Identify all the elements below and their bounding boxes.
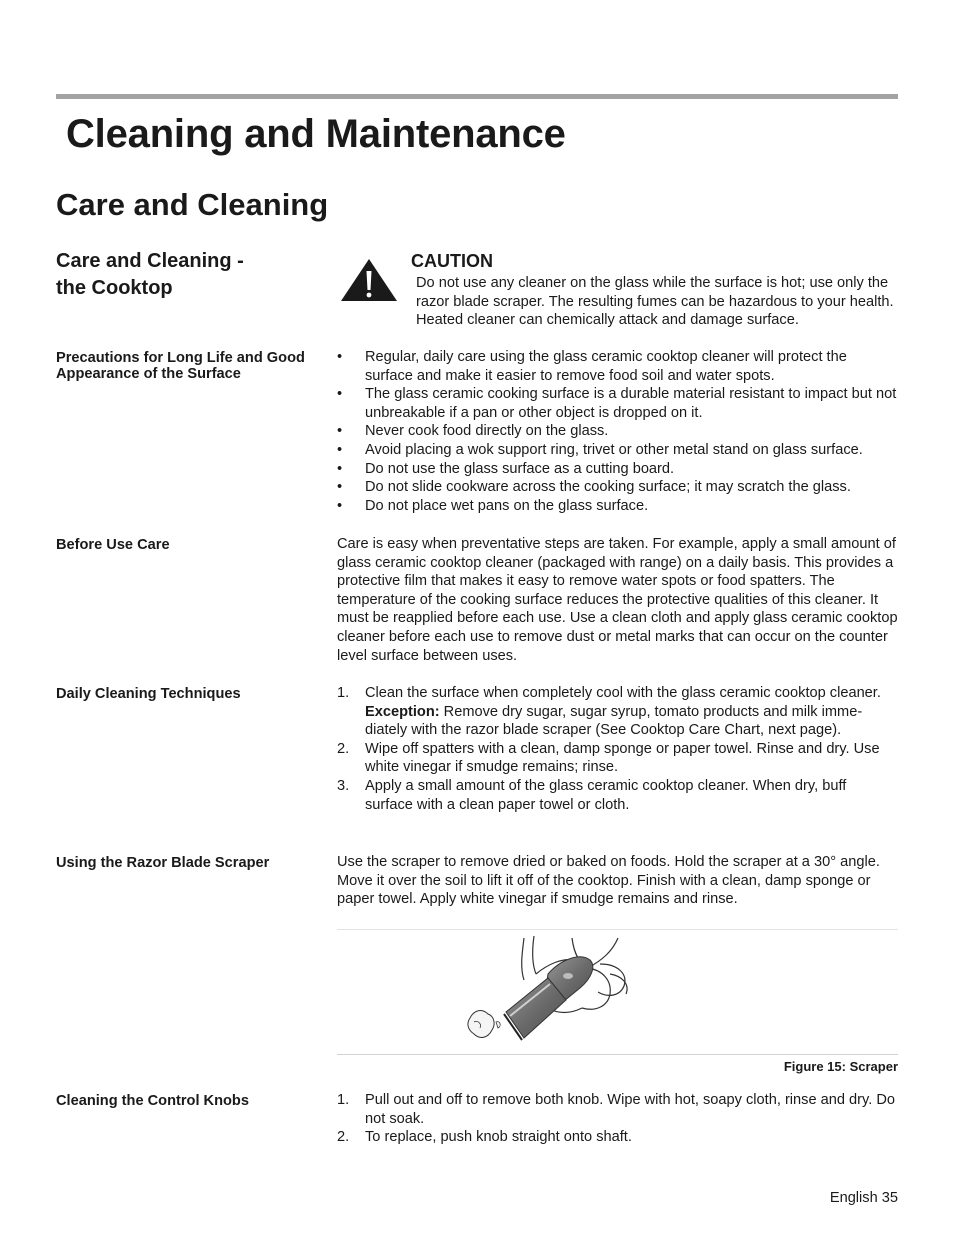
figure-caption: Figure 15: Scraper [783,1059,898,1074]
precautions-list [337,348,898,515]
list-item: • Never cook food directly on the glass. [337,423,609,440]
exception-label: Exception: [365,703,440,720]
list-item-text: Wipe off spatters with a clean, damp sponge or paper towel. Rinse and dry. Use white vinegar if smudge remains; rinse. [365,740,880,776]
page-footer: English 35 [829,1190,898,1206]
section-title: Care and Cleaning [56,187,329,222]
list-item: • Do not place wet pans on the glass surface. [337,497,649,514]
subsection-title [56,248,244,302]
list-item: 2. Wipe off spatters with a clean, damp sponge or paper towel. Rinse and dry. Use white vinegar if smudge remains; rinse. [337,740,880,776]
list-item-text: To replace, push knob straight onto shaft. [365,1129,632,1146]
caution-title: CAUTION [411,251,493,271]
warning-triangle-icon [340,258,398,302]
list-item: • Do not use the glass surface as a cutting board. [337,460,675,477]
list-item-text: Do not slide cookware across the cooking surface; it may scratch the glass. [365,479,851,496]
list-item-text: Avoid placing a wok support ring, trivet or other metal stand on glass surface. [365,441,863,458]
list-item: • The glass ceramic cooking surface is a durable material resistant to impact but not unbreakable if a pan or other object is dropped on it. [337,386,897,421]
figure-frame [337,929,898,1055]
list-item-text: Never cook food directly on the glass. [365,423,609,440]
list-item: • Avoid placing a wok support ring, trivet or other metal stand on glass surface. [337,441,863,458]
list-item-text: Pull out and off to remove both knob. Wipe with hot, soapy cloth, rinse and dry. Do not soak. [365,1092,895,1127]
before-use-label: Before Use Care [56,537,170,553]
chapter-title: Cleaning and Maintenance [66,112,566,156]
exception-text: Remove dry sugar, sugar syrup, tomato products and milk imme-diately with the razor blade scraper (See Cooktop Care Chart, next page). [365,703,863,739]
list-item: 1. Clean the surface when completely cool with the glass ceramic cooktop cleaner. Exception: Remove dry sugar, sugar syrup, tomato products and milk imme-diately with the razor blade scraper (See Cooktop Care Chart, next page). [337,685,881,739]
list-item: • Regular, daily care using the glass ceramic cooktop cleaner will protect the surface and make it easier to remove food soil and water spots. [337,349,847,384]
control-knobs-list [337,1091,898,1147]
razor-scraper-label: Using the Razor Blade Scraper [56,855,270,871]
razor-scraper-text: Use the scraper to remove dried or baked on foods. Hold the scraper at a 30° angle. Move it over the soil to lift it off of the cooktop. Finish with a clean, damp sponge or paper towel. Apply white vinegar if smudge remains and rinse. [337,854,880,908]
precautions-label: Precautions for Long Life and Good Appearance of the Surface [56,350,305,382]
caution-text: Do not use any cleaner on the glass while the surface is hot; use only the razor blade scraper. The resulting fumes can be hazardous to your health. Heated cleaner can chemically attack and damage surface. [416,275,894,329]
daily-cleaning-list [337,684,898,814]
list-item-text: Do not place wet pans on the glass surface. [365,497,649,514]
list-item-text: Regular, daily care using the glass ceramic cooktop cleaner will protect the surface and make it easier to remove food soil and water spots. [365,349,847,384]
list-item: 2. To replace, push knob straight onto shaft. [337,1129,632,1146]
list-item: 1. Pull out and off to remove both knob. Wipe with hot, soapy cloth, rinse and dry. Do not soak. [337,1092,895,1127]
list-item: 3. Apply a small amount of the glass ceramic cooktop cleaner. When dry, buff surface with a clean paper towel or cloth. [337,777,847,813]
daily-cleaning-label: Daily Cleaning Techniques [56,686,241,702]
subsection-title-line2: the Cooktop [56,277,173,299]
subsection-title-line1: Care and Cleaning - [56,250,244,272]
list-item-text: Clean the surface when completely cool with the glass ceramic cooktop cleaner. [365,685,881,701]
list-item-text: Apply a small amount of the glass ceramic cooktop cleaner. When dry, buff surface with a clean paper towel or cloth. [365,777,847,813]
chapter-rule [56,94,898,99]
list-item-text: Do not use the glass surface as a cutting board. [365,460,675,477]
list-item-text: The glass ceramic cooking surface is a durable material resistant to impact but not unbreakable if a pan or other object is dropped on it. [365,386,897,421]
control-knobs-label: Cleaning the Control Knobs [56,1093,249,1109]
before-use-text: Care is easy when preventative steps are taken. For example, apply a small amount of glass ceramic cooktop cleaner (packaged with range) on a daily basis. This provides a protective film that makes it easy to remove water spots or food spatters. The temperature of the cooking surface reduces the protective qualities of this cleaner. It must be reapplied before each use. Use a clean cloth and apply glass ceramic cooktop cleaner before each use to remove dust or metal marks that can occur on the counter level surface between uses. [337,536,898,664]
hand-holding-scraper-illustration [462,934,647,1048]
list-item: • Do not slide cookware across the cooking surface; it may scratch the glass. [337,479,851,496]
